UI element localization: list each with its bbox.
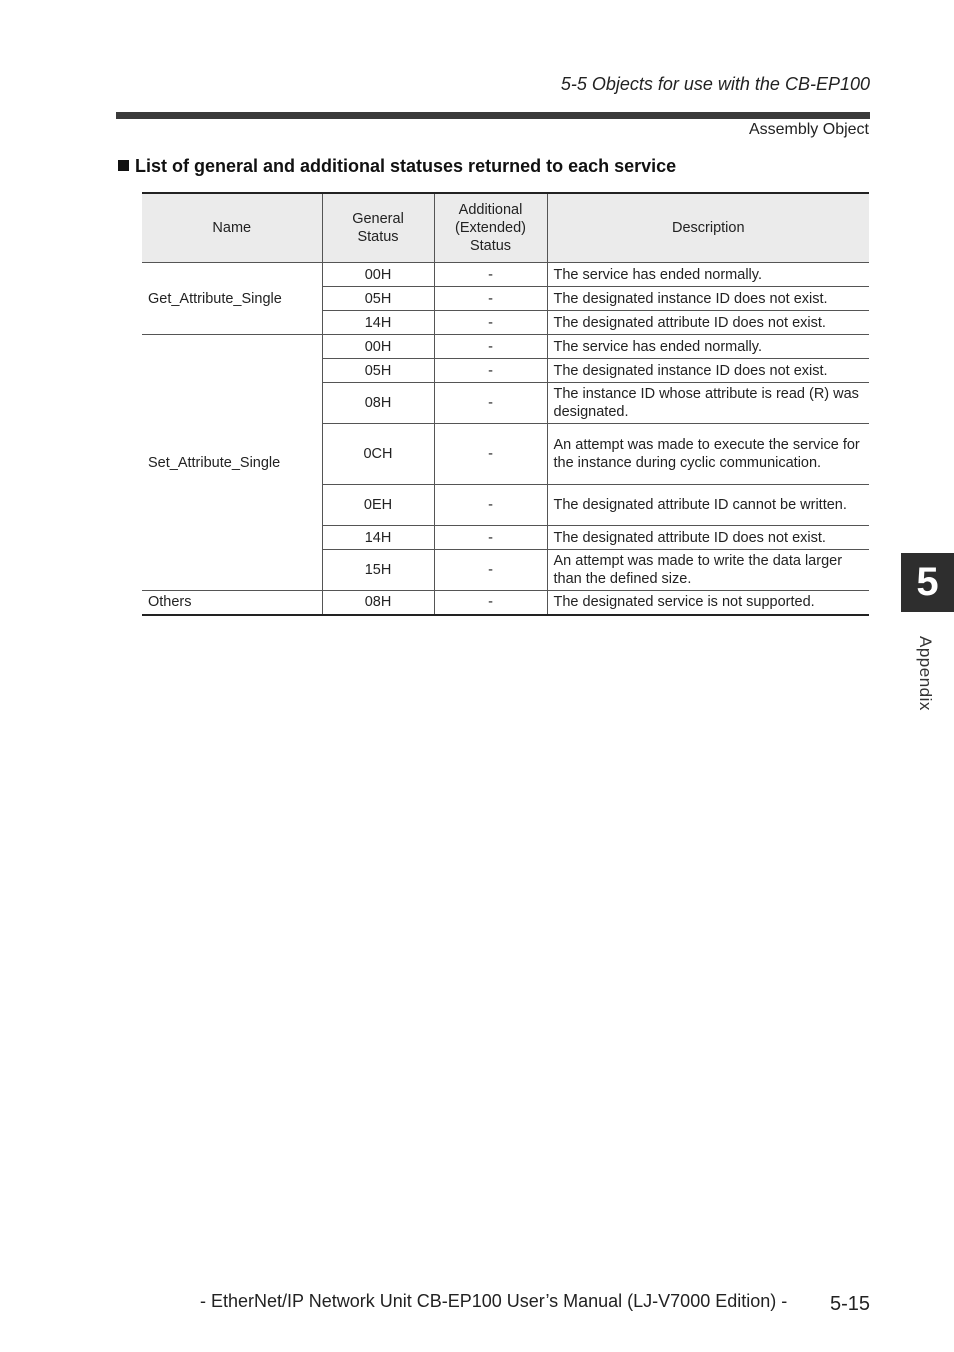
general-status-cell: 05H: [322, 359, 434, 383]
general-status-cell: 0CH: [322, 424, 434, 485]
additional-status-cell: -: [434, 591, 547, 615]
service-name-cell: Get_Attribute_Single: [142, 263, 322, 335]
table-row: [142, 263, 869, 287]
additional-status-cell: -: [434, 550, 547, 591]
additional-status-cell: -: [434, 311, 547, 335]
chapter-number-tab: 5: [901, 553, 954, 612]
description-cell: An attempt was made to execute the service for the instance during cyclic communication.: [547, 424, 869, 485]
table-row: [142, 591, 869, 615]
square-bullet-icon: [118, 160, 129, 171]
description-cell: The designated instance ID does not exist.: [547, 287, 869, 311]
service-name-cell: Others: [142, 591, 322, 615]
description-cell: The service has ended normally.: [547, 263, 869, 287]
description-cell: The service has ended normally.: [547, 335, 869, 359]
status-table: [142, 192, 869, 616]
column-header-additional-status: Additional (Extended) Status: [434, 193, 547, 263]
additional-status-cell: -: [434, 335, 547, 359]
additional-status-cell: -: [434, 359, 547, 383]
table-body: [142, 263, 869, 615]
description-cell: The designated service is not supported.: [547, 591, 869, 615]
description-cell: The designated instance ID does not exist.: [547, 359, 869, 383]
column-header-description: Description: [547, 193, 869, 263]
table-header-row: [142, 193, 869, 263]
section-heading: [118, 156, 676, 177]
description-cell: The designated attribute ID cannot be written.: [547, 485, 869, 526]
additional-status-cell: -: [434, 424, 547, 485]
description-cell: The instance ID whose attribute is read (R) was designated.: [547, 383, 869, 424]
additional-status-cell: -: [434, 287, 547, 311]
additional-status-cell: -: [434, 383, 547, 424]
additional-status-cell: -: [434, 485, 547, 526]
general-status-cell: 14H: [322, 311, 434, 335]
description-cell: The designated attribute ID does not exist.: [547, 311, 869, 335]
additional-status-cell: -: [434, 263, 547, 287]
general-status-cell: 08H: [322, 383, 434, 424]
general-status-cell: 14H: [322, 526, 434, 550]
additional-status-cell: -: [434, 526, 547, 550]
column-header-name: Name: [142, 193, 322, 263]
section-heading-text: List of general and additional statuses returned to each service: [135, 156, 677, 176]
chapter-label: Appendix: [916, 636, 935, 711]
column-header-general-status: General Status: [322, 193, 434, 263]
service-name-cell: Set_Attribute_Single: [142, 335, 322, 591]
general-status-cell: 00H: [322, 263, 434, 287]
general-status-cell: 08H: [322, 591, 434, 615]
description-cell: The designated attribute ID does not exist.: [547, 526, 869, 550]
header-rule: [116, 112, 870, 119]
section-label: Assembly Object: [748, 121, 869, 138]
running-title: 5-5 Objects for use with the CB-EP100: [560, 74, 870, 94]
description-cell: An attempt was made to write the data larger than the defined size.: [547, 550, 869, 591]
general-status-cell: 00H: [322, 335, 434, 359]
general-status-cell: 15H: [322, 550, 434, 591]
page-number: 5-15: [829, 1293, 870, 1315]
general-status-cell: 0EH: [322, 485, 434, 526]
general-status-cell: 05H: [322, 287, 434, 311]
table-row: [142, 335, 869, 359]
manual-title: - EtherNet/IP Network Unit CB-EP100 User’s Manual (LJ-V7000 Edition) -: [200, 1291, 788, 1311]
